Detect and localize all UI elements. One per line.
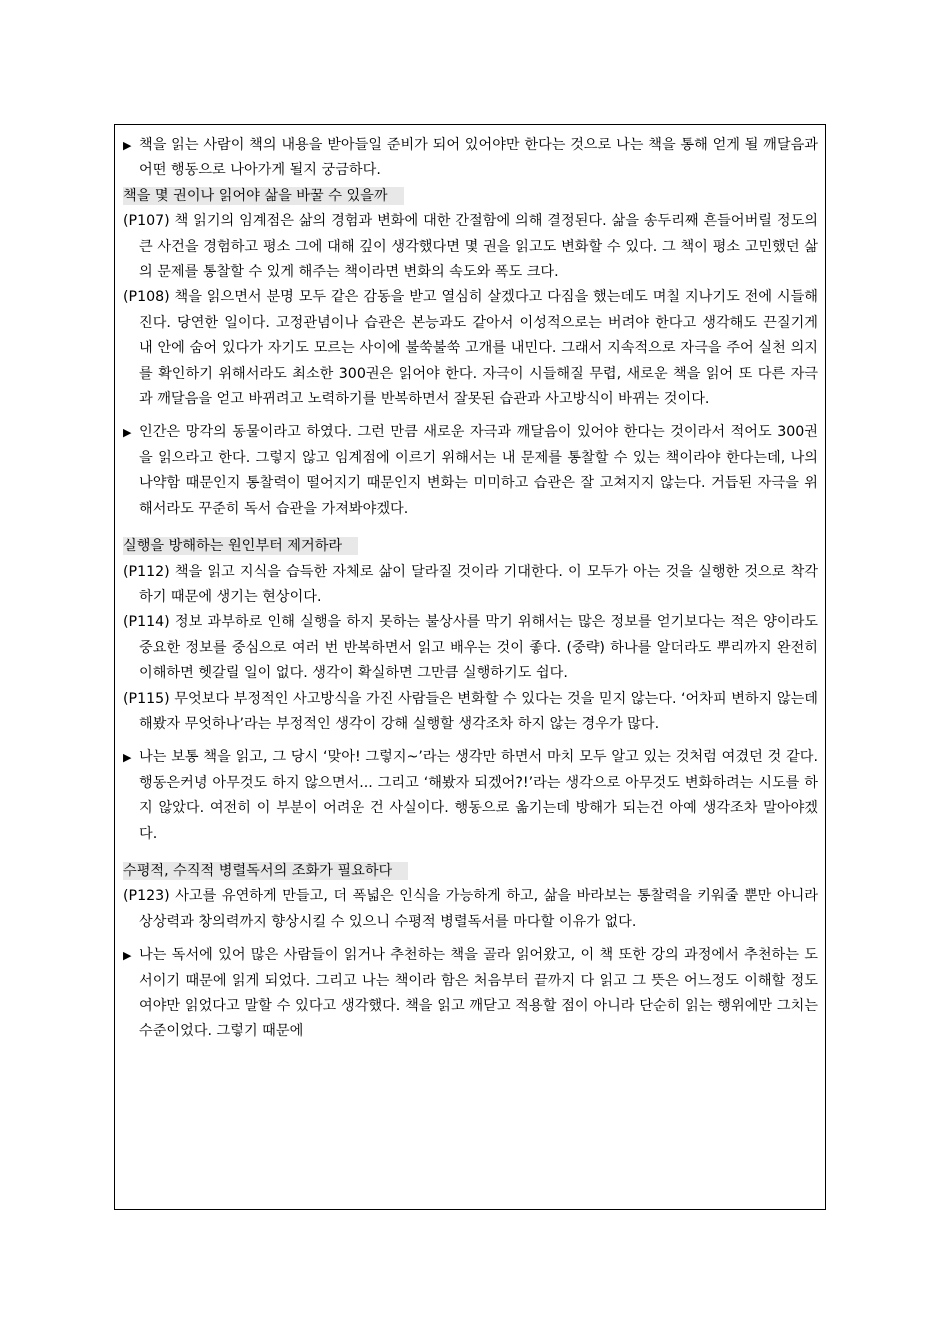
quote-paragraph: (P114) 정보 과부하로 인해 실행을 하지 못하는 불상사를 막기 위해서는 많은 정보를 얻기보다는 적은 양이라도 중요한 정보를 중심으로 여러 번 반복하면서 읽고 배우는 것이 좋다. (중략) 하나를 알더라도 뿌리까지 완전히 이해하면 헷갈릴 일이 없다. 생각이 확실하면 그만큼 실행하기도 쉽다.: [123, 614, 818, 682]
document-frame: [114, 124, 826, 1210]
section-heading: 실행을 방해하는 원인부터 제거하라: [123, 534, 818, 559]
quote-paragraph: (P115) 무엇보다 부정적인 사고방식을 가진 사람들은 변화할 수 있다는 것을 믿지 않는다. ‘어차피 변하지 않는데 해봤자 무엇하나’라는 부정적인 생각이 강해 실행할 생각조차 하지 않는 경우가 많다.: [123, 690, 818, 732]
comment-paragraph: ▶ 인간은 망각의 동물이라고 하였다. 그런 만큼 새로운 자극과 깨달음이 있어야 한다는 것이라서 적어도 300권을 읽으라고 한다. 그렇지 않고 임계점에 이르기 위해서는 내 문제를 통찰할 수 있는 책이라야 한다는데, 나의 나약함 때문인지 통찰력이 떨어지기 때문인지 변화는 미미하고 습관은 잘 고쳐지지 않는다. 거듭된 자극을 위해서라도 꾸준히 독서 습관을 가져봐야겠다.: [123, 420, 818, 522]
quote-paragraph: (P108) 책을 읽으면서 분명 모두 같은 감동을 받고 열심히 살겠다고 다짐을 했는데도 며칠 지나기도 전에 시들해진다. 당연한 일이다. 고정관념이나 습관은 본능과도 같아서 이성적으로는 버려야 한다고 생각해도 끈질기게 내 안에 숨어 있다가 자기도 모르는 사이에 불쑥불쑥 고개를 내민다. 그래서 지속적으로 자극을 주어 실천 의지를 확인하기 위해서라도 최소한 300권은 읽어야 한다. 자극이 시들해질 무렵, 새로운 책을 읽어 또 다른 자극과 깨달음을 얻고 바뀌려고 노력하기를 반복하면서 잘못된 습관과 사고방식이 바뀌는 것이다.: [123, 289, 818, 408]
section-heading: 책을 몇 권이나 읽어야 삶을 바꿀 수 있을까: [123, 184, 818, 209]
triangle-right-icon: ▶: [123, 949, 132, 963]
comment-paragraph: ▶ 나는 보통 책을 읽고, 그 당시 ‘맞아! 그렇지~’라는 생각만 하면서 마치 모두 알고 있는 것처럼 여겼던 것 같다. 행동은커녕 아무것도 하지 않으면서... 그리고 ‘해봤자 되겠어?!’라는 생각으로 아무것도 변화하려는 시도를 하지 않았다. 여전히 이 부분이 어려운 건 사실이다. 행동으로 옮기는데 방해가 되는건 아예 생각조차 말아야겠다.: [123, 745, 818, 847]
triangle-right-icon: ▶: [123, 139, 132, 152]
comment-paragraph: ▶ 책을 읽는 사람이 책의 내용을 받아들일 준비가 되어 있어야만 한다는 것으로 나는 책을 통해 얻게 될 깨달음과 어떤 행동으로 나아가게 될지 궁금하다.: [123, 133, 818, 184]
triangle-right-icon: ▶: [123, 426, 132, 440]
section-heading: 수평적, 수직적 병렬독서의 조화가 필요하다: [123, 859, 818, 884]
quote-paragraph: (P107) 책 읽기의 임계점은 삶의 경험과 변화에 대한 간절함에 의해 결정된다. 삶을 송두리째 흔들어버릴 정도의 큰 사건을 경험하고 평소 그에 대해 깊이 생각했다면 몇 권을 읽고도 변화할 수 있다. 그 책이 평소 고민했던 삶의 문제를 통찰할 수 있게 해주는 책이라면 변화의 속도와 폭도 크다.: [123, 213, 818, 281]
triangle-right-icon: ▶: [123, 751, 132, 765]
quote-paragraph: (P123) 사고를 유연하게 만들고, 더 폭넓은 인식을 가능하게 하고, 삶을 바라보는 통찰력을 키워줄 뿐만 아니라 상상력과 창의력까지 향상시킬 수 있으니 수평적 병렬독서를 마다할 이유가 없다.: [123, 888, 818, 930]
comment-paragraph: ▶ 나는 독서에 있어 많은 사람들이 읽거나 추천하는 책을 골라 읽어왔고, 이 책 또한 강의 과정에서 추천하는 도서이기 때문에 읽게 되었다. 그리고 나는 책이라 함은 처음부터 끝까지 다 읽고 그 뜻은 어느정도 이해할 정도여야만 읽었다고 말할 수 있다고 생각했다. 책을 읽고 깨닫고 적용할 점이 아니라 단순히 읽는 행위에만 그치는 수준이었다. 그렇기 때문에: [123, 943, 818, 1045]
quote-paragraph: (P112) 책을 읽고 지식을 습득한 자체로 삶이 달라질 것이라 기대한다. 이 모두가 아는 것을 실행한 것으로 착각하기 때문에 생기는 현상이다.: [123, 563, 818, 605]
